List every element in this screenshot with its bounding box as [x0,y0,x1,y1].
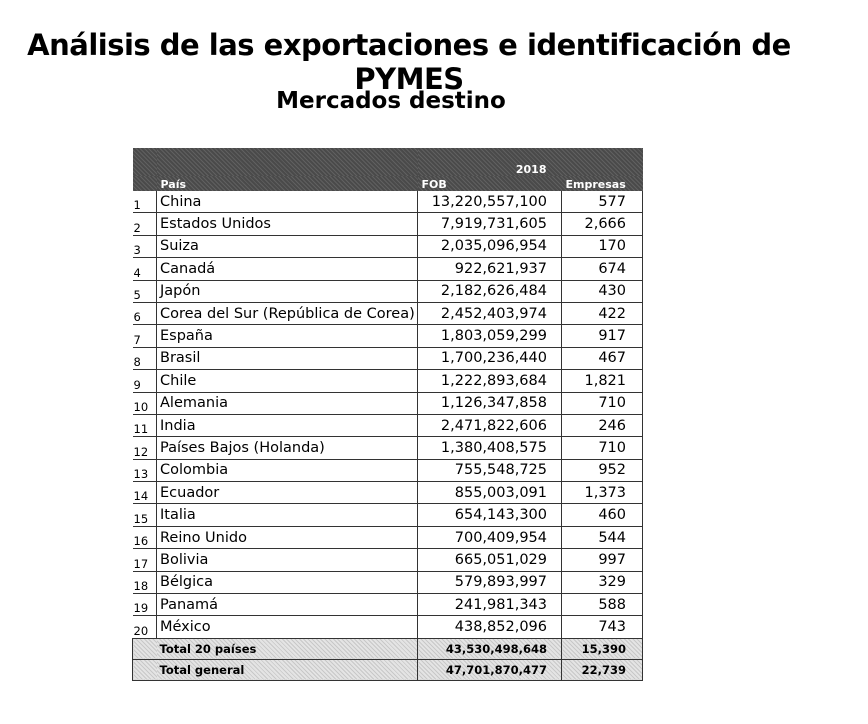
row-number: 20 [133,616,157,638]
header-fob: FOB [418,176,562,191]
export-markets-table [132,148,643,681]
row-number: 19 [133,594,157,616]
total-label: Total 20 países [157,638,418,659]
fob-value: 579,893,997 [418,571,562,593]
table-row [133,526,643,548]
table-row [133,235,643,257]
table-row [133,414,643,436]
companies-count: 710 [562,437,643,459]
fob-value: 654,143,300 [418,504,562,526]
row-number: 4 [133,258,157,280]
table-row [133,571,643,593]
table-row [133,347,643,369]
row-number: 13 [133,459,157,481]
table-row [133,504,643,526]
fob-value: 1,700,236,440 [418,347,562,369]
row-number: 18 [133,571,157,593]
row-number: 1 [133,191,157,213]
table-row [133,302,643,324]
fob-value: 241,981,343 [418,594,562,616]
country-name: Corea del Sur (República de Corea) [157,302,418,324]
row-number: 15 [133,504,157,526]
companies-count: 246 [562,414,643,436]
fob-value: 922,621,937 [418,258,562,280]
companies-count: 674 [562,258,643,280]
companies-count: 460 [562,504,643,526]
country-name: Colombia [157,459,418,481]
companies-count: 952 [562,459,643,481]
table-row [133,549,643,571]
table-row [133,370,643,392]
header-year: 2018 [418,148,643,176]
companies-count: 1,373 [562,482,643,504]
fob-value: 855,003,091 [418,482,562,504]
table-row [133,191,643,213]
country-name: Estados Unidos [157,213,418,235]
country-name: Chile [157,370,418,392]
fob-value: 2,182,626,484 [418,280,562,302]
fob-value: 2,452,403,974 [418,302,562,324]
header-country: País [157,176,418,191]
companies-count: 743 [562,616,643,638]
companies-count: 329 [562,571,643,593]
country-name: Canadá [157,258,418,280]
total-label: Total general [157,659,418,680]
companies-count: 588 [562,594,643,616]
row-number: 3 [133,235,157,257]
companies-count: 917 [562,325,643,347]
page-subtitle: Mercados destino [276,88,506,114]
companies-count: 2,666 [562,213,643,235]
total-row [133,638,643,659]
fob-value: 755,548,725 [418,459,562,481]
row-number: 9 [133,370,157,392]
country-name: Italia [157,504,418,526]
table-row [133,280,643,302]
fob-value: 1,380,408,575 [418,437,562,459]
table-row [133,392,643,414]
table-row [133,325,643,347]
companies-count: 997 [562,549,643,571]
total-spacer [133,659,157,680]
row-number: 10 [133,392,157,414]
fob-value: 1,222,893,684 [418,370,562,392]
country-name: Bolivia [157,549,418,571]
companies-count: 710 [562,392,643,414]
companies-count: 544 [562,526,643,548]
country-name: Japón [157,280,418,302]
total-spacer [133,638,157,659]
row-number: 12 [133,437,157,459]
table-row [133,482,643,504]
table-row [133,213,643,235]
country-name: Reino Unido [157,526,418,548]
fob-value: 1,803,059,299 [418,325,562,347]
country-name: Brasil [157,347,418,369]
country-name: Suiza [157,235,418,257]
country-name: Panamá [157,594,418,616]
country-name: Ecuador [157,482,418,504]
row-number: 11 [133,414,157,436]
page-title: Análisis de las exportaciones e identificación de PYMES [27,28,791,96]
row-number: 7 [133,325,157,347]
companies-count: 422 [562,302,643,324]
companies-count: 170 [562,235,643,257]
row-number: 17 [133,549,157,571]
country-name: India [157,414,418,436]
companies-count: 577 [562,191,643,213]
fob-value: 7,919,731,605 [418,213,562,235]
fob-value: 2,471,822,606 [418,414,562,436]
fob-value: 700,409,954 [418,526,562,548]
country-name: Bélgica [157,571,418,593]
country-name: México [157,616,418,638]
fob-value: 2,035,096,954 [418,235,562,257]
header-companies: Empresas [562,176,643,191]
row-number: 5 [133,280,157,302]
table-row [133,437,643,459]
companies-count: 467 [562,347,643,369]
total-row [133,659,643,680]
total-fob: 47,701,870,477 [418,659,562,680]
country-name: China [157,191,418,213]
row-number: 8 [133,347,157,369]
companies-count: 430 [562,280,643,302]
table-row [133,258,643,280]
table-row [133,459,643,481]
companies-count: 1,821 [562,370,643,392]
fob-value: 13,220,557,100 [418,191,562,213]
total-fob: 43,530,498,648 [418,638,562,659]
country-name: España [157,325,418,347]
total-companies: 15,390 [562,638,643,659]
country-name: Alemania [157,392,418,414]
row-number: 2 [133,213,157,235]
table-row [133,594,643,616]
table-row [133,616,643,638]
fob-value: 1,126,347,858 [418,392,562,414]
total-companies: 22,739 [562,659,643,680]
row-number: 14 [133,482,157,504]
table-header-year-row [133,148,643,176]
row-number: 16 [133,526,157,548]
fob-value: 438,852,096 [418,616,562,638]
row-number: 6 [133,302,157,324]
fob-value: 665,051,029 [418,549,562,571]
country-name: Países Bajos (Holanda) [157,437,418,459]
table-header-row [133,176,643,191]
